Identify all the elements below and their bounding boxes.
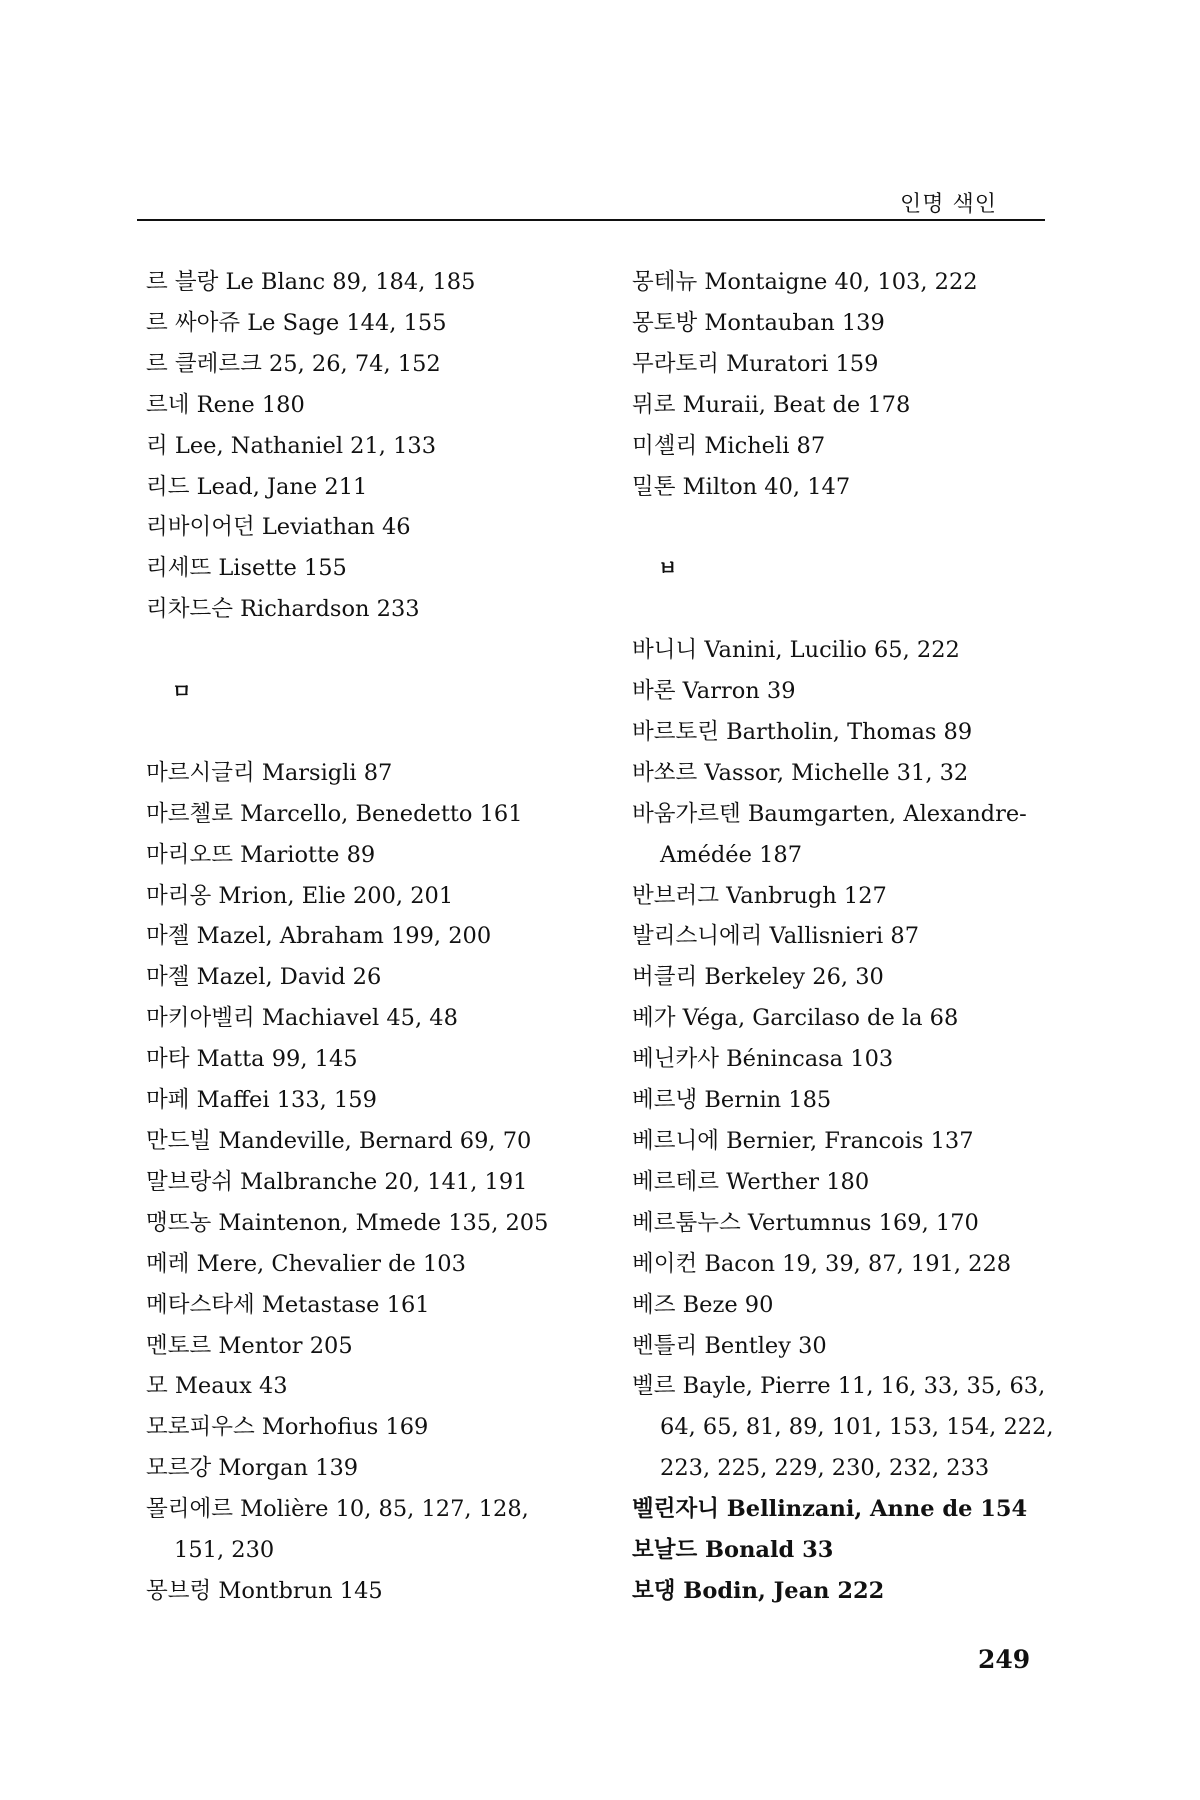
index-entry: 베르테르 Werther 180 (632, 1168, 870, 1195)
index-entry: 베닌카사 Bénincasa 103 (632, 1046, 894, 1073)
entry-continuation: 64, 65, 81, 89, 101, 153, 154, 222, (660, 1414, 1054, 1441)
index-entry: 베르냉 Bernin 185 (632, 1087, 832, 1114)
index-entry: 맹뜨농 Maintenon, Mmede 135, 205 (146, 1209, 549, 1236)
index-entry: 메레 Mere, Chevalier de 103 (146, 1250, 466, 1277)
index-entry: 모 Meaux 43 (146, 1373, 288, 1400)
index-entry-multiline (632, 794, 1082, 876)
index-entry: 바쏘르 Vassor, Michelle 31, 32 (632, 759, 969, 786)
index-entry: 마젤 Mazel, Abraham 199, 200 (146, 923, 492, 950)
index-entry: 발리스니에리 Vallisnieri 87 (632, 923, 920, 950)
index-entry: 베르툼누스 Vertumnus 169, 170 (632, 1209, 979, 1236)
index-entry: 베가 Véga, Garcilaso de la 68 (632, 1005, 959, 1032)
index-entry: 리드 Lead, Jane 211 (146, 473, 368, 500)
index-entry: 벨린자니 Bellinzani, Anne de 154 (632, 1496, 1028, 1523)
page-number: 249 (978, 1645, 1031, 1674)
index-entry: 르 싸아쥬 Le Sage 144, 155 (146, 309, 447, 336)
index-entry: 벤틀리 Bentley 30 (632, 1332, 827, 1359)
index-entry: 바니니 Vanini, Lucilio 65, 222 (632, 637, 960, 664)
index-entry: 베르니에 Bernier, Francois 137 (632, 1128, 974, 1154)
index-entry: 마타 Matta 99, 145 (146, 1046, 358, 1073)
index-entry: 마젤 Mazel, David 26 (146, 964, 382, 991)
entry-continuation: 223, 225, 229, 230, 232, 233 (660, 1455, 990, 1482)
index-entry: 베이컨 Bacon 19, 39, 87, 191, 228 (632, 1250, 1012, 1277)
index-entry: 몽토방 Montauban 139 (632, 309, 885, 336)
index-entry: 마리옹 Mrion, Elie 200, 201 (146, 882, 454, 909)
section-gap (146, 712, 596, 753)
index-entry: 바론 Varron 39 (632, 678, 796, 705)
entry-line: 바움가르텐 Baumgarten, Alexandre- (632, 800, 1027, 827)
index-entry: 뮈로 Muraii, Beat de 178 (632, 391, 911, 418)
index-entry: 말브랑쉬 Malbranche 20, 141, 191 (146, 1168, 528, 1195)
entry-line: 벨르 Bayle, Pierre 11, 16, 33, 35, 63, (632, 1373, 1046, 1400)
entry-continuation: Amédée 187 (660, 841, 803, 868)
index-entry-multiline (632, 1366, 1082, 1489)
index-entry: 모르강 Morgan 139 (146, 1455, 359, 1482)
index-entry: 마르첼로 Marcello, Benedetto 161 (146, 800, 523, 827)
index-entry: 메타스타세 Metastase 161 (146, 1291, 430, 1318)
index-entry: 르네 Rene 180 (146, 391, 305, 418)
index-entry: 보날드 Bonald 33 (632, 1537, 834, 1564)
index-entry: 무라토리 Muratori 159 (632, 350, 879, 377)
index-column-right (632, 262, 1082, 1612)
running-head: 인명 색인 (900, 192, 998, 217)
index-entry-multiline (146, 1489, 596, 1571)
index-entry: 버클리 Berkeley 26, 30 (632, 964, 884, 991)
index-entry: 마키아벨리 Machiavel 45, 48 (146, 1005, 458, 1032)
section-heading-mieum: ㅁ (172, 679, 192, 704)
index-entry: 마페 Maffei 133, 159 (146, 1087, 377, 1114)
index-entry: 만드빌 Mandeville, Bernard 69, 70 (146, 1128, 532, 1154)
index-entry: 르 클레르크 25, 26, 74, 152 (146, 350, 441, 377)
entry-continuation: 151, 230 (174, 1537, 275, 1564)
index-entry: 밀톤 Milton 40, 147 (632, 473, 851, 500)
index-entry: 멘토르 Mentor 205 (146, 1332, 353, 1359)
header-rule (137, 219, 1045, 221)
index-column-left (146, 262, 596, 1612)
index-entry: 미셸리 Micheli 87 (632, 432, 826, 459)
index-entry: 몽테뉴 Montaigne 40, 103, 222 (632, 269, 978, 295)
index-entry: 몽브렁 Montbrun 145 (146, 1577, 383, 1604)
index-entry: 리바이어던 Leviathan 46 (146, 514, 411, 541)
index-entry: 모로피우스 Morhofius 169 (146, 1414, 429, 1441)
index-entry: 보댕 Bodin, Jean 222 (632, 1577, 885, 1604)
index-entry: 마리오뜨 Mariotte 89 (146, 841, 376, 868)
index-entry: 베즈 Beze 90 (632, 1291, 774, 1318)
index-entry: 반브러그 Vanbrugh 127 (632, 882, 887, 909)
index-entry: 르 블랑 Le Blanc 89, 184, 185 (146, 269, 476, 295)
section-gap (632, 589, 1082, 630)
index-entry: 마르시글리 Marsigli 87 (146, 759, 393, 786)
index-entry: 바르토린 Bartholin, Thomas 89 (632, 718, 973, 745)
index-entry: 리 Lee, Nathaniel 21, 133 (146, 432, 437, 459)
entry-line: 몰리에르 Molière 10, 85, 127, 128, (146, 1496, 529, 1523)
index-entry: 리차드슨 Richardson 233 (146, 596, 420, 623)
index-entry: 리세뜨 Lisette 155 (146, 555, 347, 582)
section-gap (146, 630, 596, 671)
section-gap (632, 507, 1082, 548)
section-heading-bieup: ㅂ (658, 556, 678, 581)
